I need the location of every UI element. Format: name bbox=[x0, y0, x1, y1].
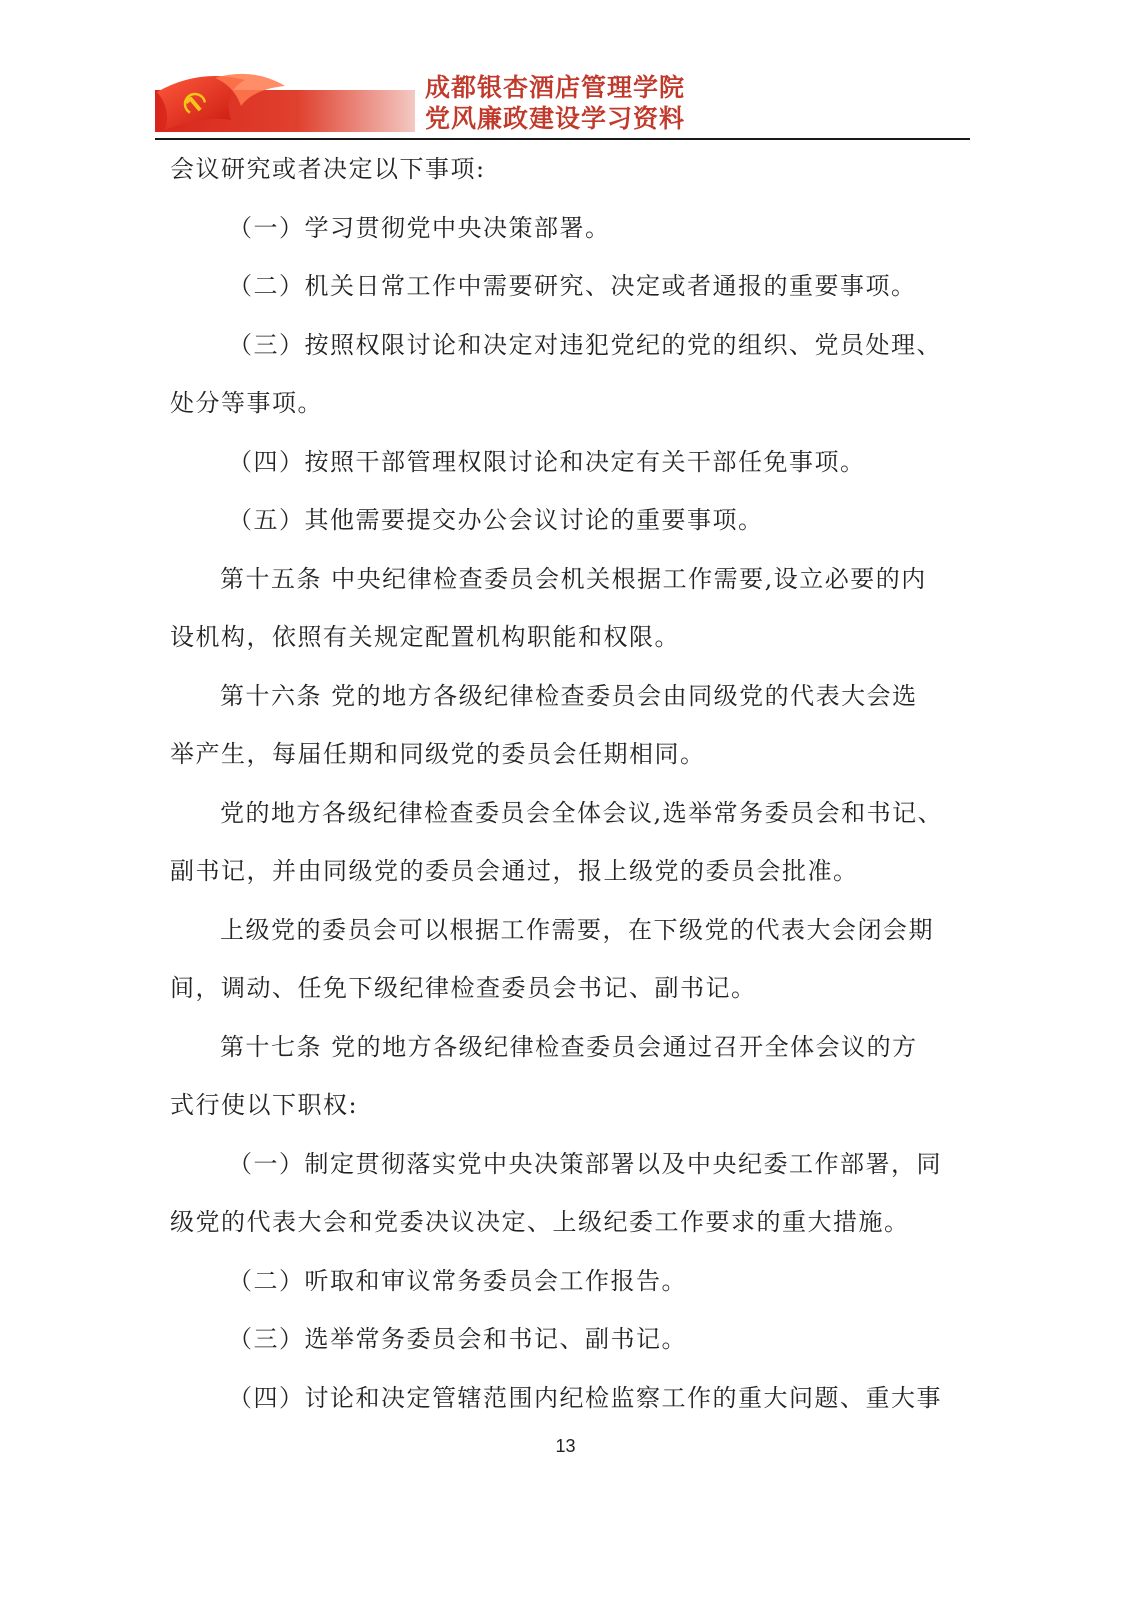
document-series-title: 党风廉政建设学习资料 bbox=[425, 104, 686, 133]
article-paragraph-continuation: 举产生，每届任期和同级党的委员会任期相同。 bbox=[170, 740, 706, 768]
list-item-continuation: 级党的代表大会和党委决议决定、上级纪委工作要求的重大措施。 bbox=[170, 1208, 910, 1236]
article-paragraph: 第十五条 中央纪律检查委员会机关根据工作需要,设立必要的内 bbox=[220, 564, 927, 593]
article-paragraph: 第十六条 党的地方各级纪律检查委员会由同级党的代表大会选 bbox=[220, 681, 918, 710]
paragraph-continuation: 副书记，并由同级党的委员会通过，报上级党的委员会批准。 bbox=[170, 857, 859, 885]
institution-name: 成都银杏酒店管理学院 bbox=[425, 73, 686, 102]
list-item: （一）制定贯彻落实党中央决策部署以及中央纪委工作部署，同 bbox=[228, 1149, 942, 1178]
header-titles bbox=[425, 72, 685, 134]
list-item: （二）机关日常工作中需要研究、决定或者通报的重要事项。 bbox=[228, 272, 917, 300]
paragraph-continuation: 间，调动、任免下级纪律检查委员会书记、副书记。 bbox=[170, 974, 757, 1002]
list-item: （三）选举常务委员会和书记、副书记。 bbox=[228, 1325, 687, 1353]
paragraph: 上级党的委员会可以根据工作需要，在下级党的代表大会闭会期 bbox=[220, 915, 934, 944]
list-item: （二）听取和审议常务委员会工作报告。 bbox=[228, 1266, 687, 1295]
paragraph: 会议研究或者决定以下事项: bbox=[170, 155, 486, 183]
list-item: （五）其他需要提交办公会议讨论的重要事项。 bbox=[228, 506, 764, 534]
document-header bbox=[155, 66, 970, 140]
article-paragraph: 第十七条 党的地方各级纪律检查委员会通过召开全体会议的方 bbox=[220, 1032, 918, 1061]
list-item: （四）按照干部管理权限讨论和决定有关干部任免事项。 bbox=[228, 447, 866, 476]
article-paragraph-continuation: 设机构，依照有关规定配置机构职能和权限。 bbox=[170, 623, 680, 651]
paragraph: 党的地方各级纪律检查委员会全体会议,选举常务委员会和书记、 bbox=[220, 798, 944, 827]
party-banner bbox=[155, 72, 415, 132]
page-number: 13 bbox=[555, 1436, 576, 1456]
list-item: （一）学习贯彻党中央决策部署。 bbox=[228, 213, 611, 242]
list-item-continuation: 处分等事项。 bbox=[170, 389, 323, 417]
list-item: （四）讨论和决定管辖范围内纪检监察工作的重大问题、重大事 bbox=[228, 1383, 942, 1412]
document-body bbox=[170, 140, 970, 1427]
article-paragraph-continuation: 式行使以下职权: bbox=[170, 1091, 359, 1119]
list-item: （三）按照权限讨论和决定对违犯党纪的党的组织、党员处理、 bbox=[228, 330, 942, 359]
